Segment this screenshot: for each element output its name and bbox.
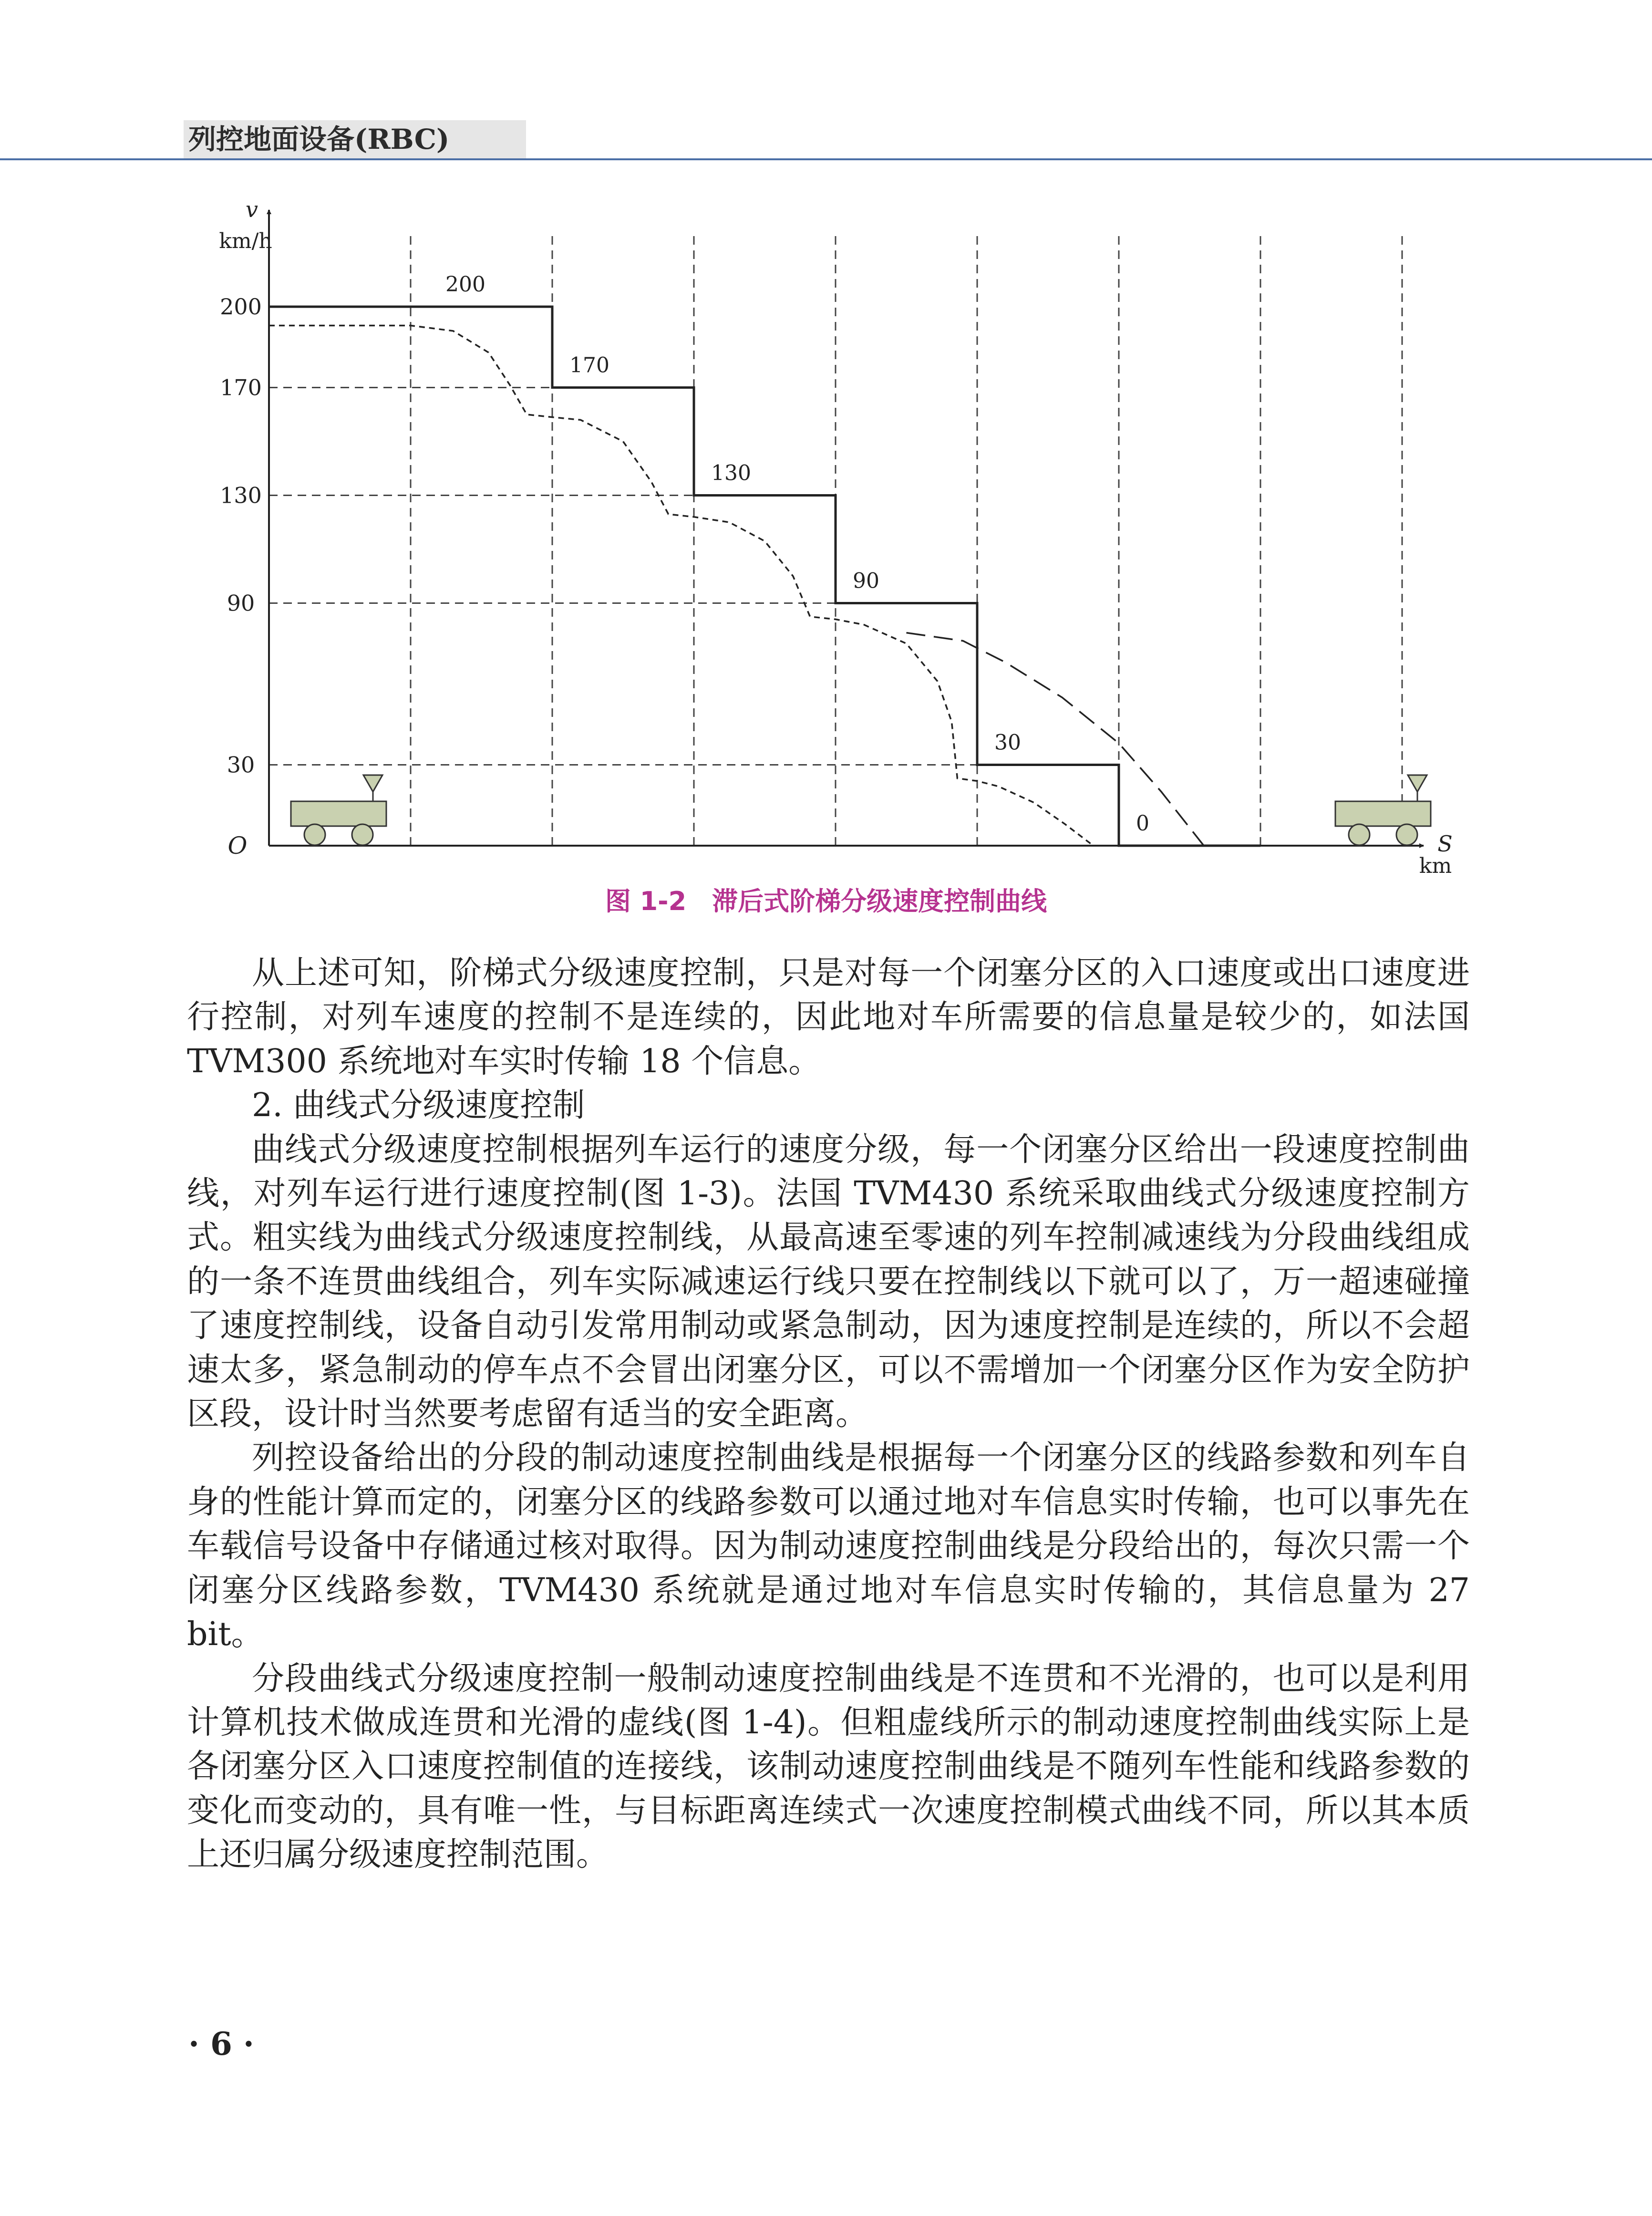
step-value-label: 30	[994, 730, 1021, 755]
paragraph-4: 分段曲线式分级速度控制一般制动速度控制曲线是不连贯和不光滑的，也可以是利用计算机技术做成连贯和光滑的虚线(图 1-4)。但粗虚线所示的制动速度控制曲线实际上是各闭塞分区入口速度控制值的连接线，该制动速度控制曲线是不随列车性能和线路参数的变化而变动的，具有唯一性，与目标距离连续式一次速度控制模式曲线不同，所以其本质上还归属分级速度控制范围。	[187, 1659, 1470, 1874]
page-number: · 6 ·	[188, 2025, 254, 2062]
origin-label: O	[227, 832, 248, 859]
paragraph-1: 从上述可知，阶梯式分级速度控制，只是对每一个闭塞分区的入口速度或出口速度进行控制，对列车速度的控制不是连续的，因此地对车所需要的信息量是较少的，如法国 TVM300 系统地对车实时传输 18 个信息。	[187, 954, 1470, 1080]
paragraph-2: 曲线式分级速度控制根据列车运行的速度分级，每一个闭塞分区给出一段速度控制曲线，对列车运行进行速度控制(图 1-3)。法国 TVM430 系统采取曲线式分级速度控制方式。粗实线为曲线式分级速度控制线，从最高速至零速的列车控制减速线为分段曲线组成的一条不连贯曲线组合，列车实际减速运行线只要在控制线以下就可以了，万一超速碰撞了速度控制线，设备自动引发常用制动或紧急制动，因为速度控制是连续的，所以不会超速太多，紧急制动的停车点不会冒出闭塞分区，可以不需增加一个闭塞分区作为安全防护区段，设计时当然要考虑留有适当的安全距离。	[187, 1130, 1470, 1433]
train-antenna-icon	[363, 775, 382, 792]
speed-control-figure	[181, 196, 1469, 892]
step-value-label: 130	[711, 461, 751, 486]
step-value-label: 200	[445, 272, 485, 297]
train-wheel	[1396, 824, 1417, 845]
train-body	[1335, 801, 1431, 826]
train-wheel	[304, 824, 325, 845]
train-icon-left	[291, 775, 386, 845]
y-tick-label: 200	[220, 294, 262, 320]
braking-curve-long-dash	[907, 633, 1204, 846]
section-heading: 2. 曲线式分级速度控制	[252, 1087, 585, 1125]
y-tick-label: 170	[220, 374, 262, 401]
train-body	[291, 801, 386, 826]
y-axis-unit: km/h	[219, 229, 272, 253]
paragraph-3: 列控设备给出的分段的制动速度控制曲线是根据每一个闭塞分区的线路参数和列车自身的性能计算而定的，闭塞分区的线路参数可以通过地对车信息实时传输，也可以事先在车载信号设备中存储通过核对取得。因为制动速度控制曲线是分段给出的，每次只需一个闭塞分区线路参数，TVM430 系统就是通过地对车信息实时传输的，其信息量为 27 bit。	[187, 1439, 1470, 1654]
step-value-label: 0	[1136, 811, 1149, 836]
y-tick-label: 130	[220, 482, 262, 508]
x-axis-unit: km	[1419, 854, 1452, 878]
x-axis-symbol: S	[1437, 831, 1453, 857]
train-wheel	[352, 824, 373, 845]
train-wheel	[1349, 824, 1370, 845]
train-icon-right	[1335, 775, 1431, 845]
y-tick-label: 90	[227, 590, 255, 616]
step-speed-chart	[181, 196, 1469, 892]
body-text	[187, 952, 1470, 1877]
header-rule	[0, 158, 1652, 160]
train-antenna-icon	[1408, 775, 1427, 792]
step-value-label: 90	[853, 569, 879, 593]
running-header: 列控地面设备(RBC)	[188, 123, 450, 155]
figure-caption: 图 1-2 滞后式阶梯分级速度控制曲线	[605, 886, 1047, 916]
step-value-label: 170	[569, 353, 609, 378]
y-tick-label: 30	[227, 752, 255, 778]
y-axis-symbol: v	[246, 197, 258, 222]
actual-speed-dashed-curve	[269, 326, 1094, 846]
